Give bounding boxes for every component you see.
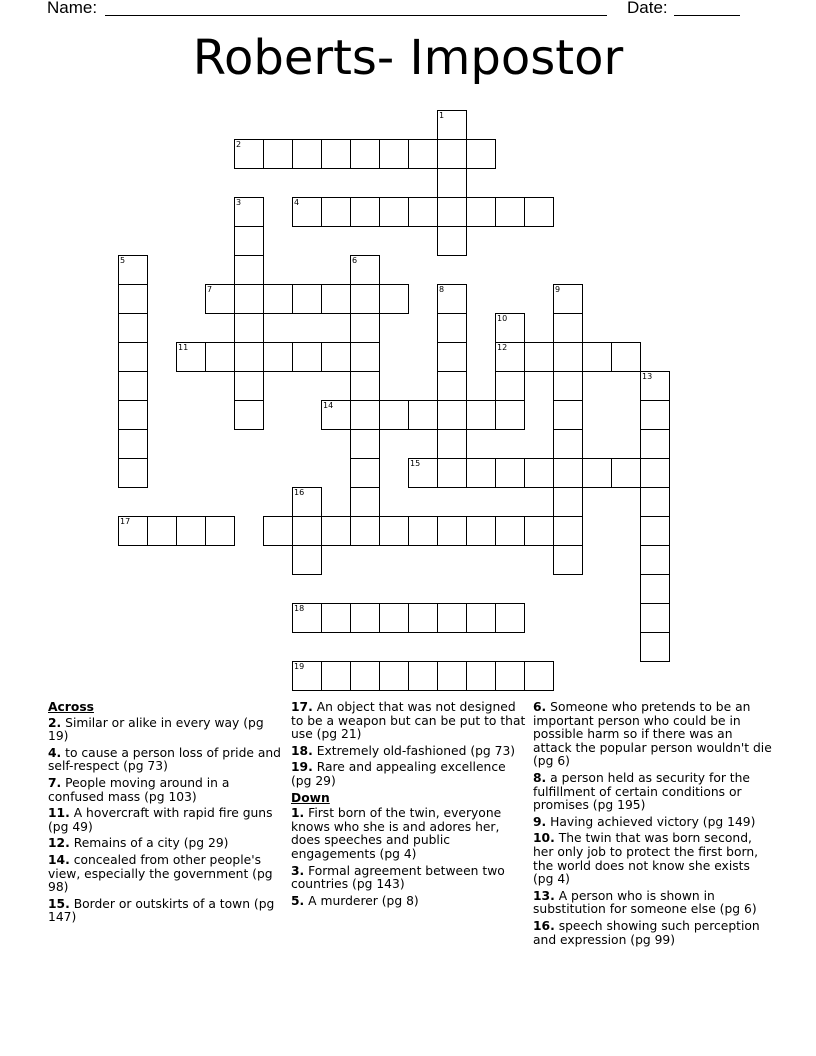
grid-cell[interactable]	[292, 487, 322, 517]
across-heading: Across	[48, 700, 94, 714]
clue-number: 3.	[291, 863, 305, 878]
grid-cell[interactable]	[234, 197, 264, 227]
clue-text: An object that was not designed to be a weapon but can be put to that use (pg 21)	[291, 700, 526, 742]
clue-number: 13.	[533, 888, 555, 903]
clue-number: 11.	[48, 806, 70, 821]
clue-text: The twin that was born second, her only job to protect the first born, the world does not know she exists (pg 4)	[533, 831, 759, 887]
grid-cell[interactable]	[437, 661, 467, 691]
clue-number: 1.	[291, 806, 305, 821]
clue-number-label: 18	[294, 604, 305, 613]
grid-cell[interactable]	[350, 255, 380, 285]
grid-cell[interactable]	[553, 516, 583, 546]
grid-cell[interactable]	[205, 342, 235, 372]
clue-number-label: 14	[323, 401, 334, 410]
grid-cell[interactable]	[466, 139, 496, 169]
grid-cell[interactable]	[118, 429, 148, 459]
grid-cell[interactable]	[350, 400, 380, 430]
grid-cell[interactable]	[350, 342, 380, 372]
down-heading: Down	[291, 790, 330, 805]
clue-number-label: 13	[642, 372, 653, 381]
clue-number: 18.	[291, 743, 313, 758]
clue-number: 4.	[48, 745, 62, 760]
grid-cell[interactable]	[437, 110, 467, 140]
clue-item	[291, 807, 527, 861]
clue-item	[533, 890, 773, 917]
grid-cell[interactable]	[263, 342, 293, 372]
grid-cell[interactable]	[466, 400, 496, 430]
grid-cell[interactable]	[553, 284, 583, 314]
grid-cell[interactable]	[205, 284, 235, 314]
grid-cell[interactable]	[640, 458, 670, 488]
clue-number: 17.	[291, 700, 313, 714]
grid-cell[interactable]	[524, 197, 554, 227]
grid-cell[interactable]	[437, 371, 467, 401]
grid-cell[interactable]	[408, 139, 438, 169]
grid-cell[interactable]	[350, 603, 380, 633]
grid-cell[interactable]	[466, 197, 496, 227]
grid-cell[interactable]	[379, 661, 409, 691]
grid-cell[interactable]	[553, 342, 583, 372]
clue-item	[48, 717, 284, 744]
grid-cell[interactable]	[321, 400, 351, 430]
clue-item	[291, 701, 527, 742]
grid-cell[interactable]	[437, 342, 467, 372]
grid-cell[interactable]	[321, 603, 351, 633]
clue-number: 6.	[533, 700, 547, 714]
grid-cell[interactable]	[640, 371, 670, 401]
grid-cell[interactable]	[176, 342, 206, 372]
grid-cell[interactable]	[582, 458, 612, 488]
grid-cell[interactable]	[408, 400, 438, 430]
grid-cell[interactable]	[147, 516, 177, 546]
grid-cell[interactable]	[350, 458, 380, 488]
clue-text: concealed from other people's view, especially the government (pg 98)	[48, 852, 273, 895]
grid-cell[interactable]	[495, 342, 525, 372]
clues-column-2	[291, 701, 527, 911]
clue-number-label: 15	[410, 459, 421, 468]
clue-number-label: 5	[120, 256, 126, 265]
grid-cell[interactable]	[379, 400, 409, 430]
grid-cell[interactable]	[553, 458, 583, 488]
grid-cell[interactable]	[379, 197, 409, 227]
clue-item	[48, 777, 284, 804]
grid-cell[interactable]	[466, 516, 496, 546]
grid-cell[interactable]	[350, 661, 380, 691]
grid-cell[interactable]	[292, 603, 322, 633]
grid-cell[interactable]	[408, 661, 438, 691]
clue-number-label: 2	[236, 140, 242, 149]
grid-cell[interactable]	[292, 516, 322, 546]
grid-cell[interactable]	[495, 516, 525, 546]
clue-number: 7.	[48, 775, 62, 790]
grid-cell[interactable]	[495, 603, 525, 633]
grid-cell[interactable]	[640, 603, 670, 633]
grid-cell[interactable]	[292, 139, 322, 169]
grid-cell[interactable]	[321, 516, 351, 546]
grid-cell[interactable]	[437, 168, 467, 198]
grid-cell[interactable]	[118, 342, 148, 372]
grid-cell[interactable]	[495, 371, 525, 401]
grid-cell[interactable]	[408, 516, 438, 546]
grid-cell[interactable]	[350, 487, 380, 517]
grid-cell[interactable]	[553, 400, 583, 430]
grid-cell[interactable]	[437, 139, 467, 169]
grid-cell[interactable]	[379, 139, 409, 169]
grid-cell[interactable]	[379, 284, 409, 314]
grid-cell[interactable]	[118, 371, 148, 401]
clue-item	[48, 807, 284, 834]
grid-cell[interactable]	[437, 226, 467, 256]
clue-number: 5.	[291, 893, 305, 908]
grid-cell[interactable]	[321, 284, 351, 314]
clue-number: 2.	[48, 715, 62, 730]
clue-number: 9.	[533, 814, 547, 829]
clue-text: Extremely old-fashioned (pg 73)	[312, 743, 516, 758]
grid-cell[interactable]	[437, 313, 467, 343]
grid-cell[interactable]	[234, 342, 264, 372]
clue-text: a person held as security for the fulfillment of certain conditions or promises (pg 195)	[533, 770, 750, 813]
grid-cell[interactable]	[495, 313, 525, 343]
grid-cell[interactable]	[466, 458, 496, 488]
clue-text: Rare and appealing excellence (pg 29)	[291, 760, 506, 788]
grid-cell[interactable]	[524, 661, 554, 691]
grid-cell[interactable]	[292, 545, 322, 575]
clue-number: 12.	[48, 836, 70, 851]
grid-cell[interactable]	[553, 487, 583, 517]
grid-cell[interactable]	[437, 284, 467, 314]
clue-item	[48, 854, 284, 895]
grid-cell[interactable]	[321, 139, 351, 169]
grid-cell[interactable]	[263, 516, 293, 546]
grid-cell[interactable]	[640, 574, 670, 604]
clue-text: First born of the twin, everyone knows who she is and adores her, does speeches and public engagements (pg 4)	[291, 806, 502, 861]
clue-number-label: 19	[294, 662, 305, 671]
grid-cell[interactable]	[234, 371, 264, 401]
grid-cell[interactable]	[408, 458, 438, 488]
grid-cell[interactable]	[437, 400, 467, 430]
grid-cell[interactable]	[408, 197, 438, 227]
clue-number-label: 3	[236, 198, 242, 207]
grid-cell[interactable]	[466, 661, 496, 691]
grid-cell[interactable]	[118, 255, 148, 285]
grid-cell[interactable]	[640, 632, 670, 662]
grid-cell[interactable]	[350, 197, 380, 227]
grid-cell[interactable]	[524, 342, 554, 372]
grid-cell[interactable]	[379, 603, 409, 633]
clue-item	[291, 745, 527, 759]
grid-cell[interactable]	[611, 342, 641, 372]
grid-cell[interactable]	[350, 371, 380, 401]
clue-item	[533, 816, 773, 830]
grid-cell[interactable]	[234, 284, 264, 314]
clue-item	[48, 898, 284, 925]
grid-cell[interactable]	[437, 197, 467, 227]
grid-cell[interactable]	[118, 516, 148, 546]
clues-column-3	[533, 701, 773, 950]
grid-cell[interactable]	[263, 284, 293, 314]
grid-cell[interactable]	[292, 284, 322, 314]
grid-cell[interactable]	[205, 516, 235, 546]
clue-number-label: 12	[497, 343, 508, 352]
grid-cell[interactable]	[466, 603, 496, 633]
clue-item	[533, 920, 773, 947]
grid-cell[interactable]	[611, 458, 641, 488]
grid-cell[interactable]	[118, 284, 148, 314]
clue-number-label: 4	[294, 198, 300, 207]
clue-text: Someone who pretends to be an important person who could be in possible harm so if there was an attack the popular person wouldn't die (pg 6)	[533, 700, 772, 769]
clue-item	[48, 837, 284, 851]
grid-cell[interactable]	[350, 429, 380, 459]
grid-cell[interactable]	[553, 371, 583, 401]
grid-cell[interactable]	[118, 313, 148, 343]
clue-text: Formal agreement between two countries (pg 143)	[291, 863, 505, 892]
clue-number: 8.	[533, 770, 547, 785]
grid-cell[interactable]	[437, 516, 467, 546]
grid-cell[interactable]	[582, 342, 612, 372]
grid-cell[interactable]	[234, 139, 264, 169]
grid-cell[interactable]	[495, 661, 525, 691]
grid-cell[interactable]	[350, 139, 380, 169]
clue-text: Having achieved victory (pg 149)	[546, 814, 756, 829]
grid-cell[interactable]	[118, 400, 148, 430]
grid-cell[interactable]	[495, 458, 525, 488]
clue-number-label: 10	[497, 314, 508, 323]
clue-number: 10.	[533, 831, 555, 846]
clue-text: A person who is shown in substitution for someone else (pg 6)	[533, 888, 757, 917]
grid-cell[interactable]	[437, 458, 467, 488]
clue-number: 15.	[48, 896, 70, 911]
grid-cell[interactable]	[263, 139, 293, 169]
grid-cell[interactable]	[524, 458, 554, 488]
clues-column-1	[48, 701, 284, 928]
clue-text: Similar or alike in every way (pg 19)	[48, 715, 264, 744]
grid-cell[interactable]	[234, 226, 264, 256]
name-label: Name:	[47, 0, 98, 17]
grid-cell[interactable]	[640, 545, 670, 575]
clue-number: 14.	[48, 852, 70, 867]
clue-item	[533, 832, 773, 886]
grid-cell[interactable]	[234, 400, 264, 430]
grid-cell[interactable]	[321, 197, 351, 227]
grid-cell[interactable]	[408, 603, 438, 633]
grid-cell[interactable]	[524, 516, 554, 546]
clue-number-label: 16	[294, 488, 305, 497]
clue-text: A hovercraft with rapid fire guns (pg 49)	[48, 806, 273, 834]
clue-number-label: 6	[352, 256, 358, 265]
clue-number-label: 11	[178, 343, 189, 352]
grid-cell[interactable]	[321, 342, 351, 372]
clue-number-label: 7	[207, 285, 213, 294]
clue-text: A murderer (pg 8)	[304, 893, 419, 908]
clue-number-label: 17	[120, 517, 131, 526]
clue-number: 19.	[291, 760, 313, 775]
grid-cell[interactable]	[234, 255, 264, 285]
clue-number-label: 8	[439, 285, 445, 294]
grid-cell[interactable]	[640, 400, 670, 430]
grid-cell[interactable]	[292, 661, 322, 691]
clue-item	[291, 895, 527, 909]
clue-item	[48, 747, 284, 774]
clue-text: People moving around in a confused mass (pg 103)	[48, 775, 230, 804]
grid-cell[interactable]	[553, 313, 583, 343]
grid-cell[interactable]	[321, 661, 351, 691]
clue-text: to cause a person loss of pride and self-respect (pg 73)	[48, 745, 281, 774]
clue-item	[533, 772, 773, 813]
grid-cell[interactable]	[292, 342, 322, 372]
clue-item	[291, 865, 527, 892]
clue-number-label: 9	[555, 285, 561, 294]
grid-cell[interactable]	[350, 516, 380, 546]
clue-text: Border or outskirts of a town (pg 147)	[48, 896, 275, 925]
grid-cell[interactable]	[176, 516, 206, 546]
clue-text: Remains of a city (pg 29)	[69, 836, 229, 851]
grid-cell[interactable]	[437, 429, 467, 459]
grid-cell[interactable]	[495, 400, 525, 430]
grid-cell[interactable]	[640, 429, 670, 459]
grid-cell[interactable]	[640, 516, 670, 546]
grid-cell[interactable]	[292, 197, 322, 227]
clue-item	[291, 761, 527, 788]
puzzle-title: Roberts- Impostor	[192, 30, 624, 86]
clue-number-label: 1	[439, 111, 445, 120]
grid-cell[interactable]	[640, 487, 670, 517]
clue-text: speech showing such perception and expression (pg 99)	[533, 918, 760, 947]
grid-cell[interactable]	[553, 429, 583, 459]
grid-cell[interactable]	[350, 313, 380, 343]
grid-cell[interactable]	[553, 545, 583, 575]
grid-cell[interactable]	[437, 603, 467, 633]
clue-item	[533, 701, 773, 769]
date-label: Date:	[627, 0, 668, 17]
clue-number: 16.	[533, 918, 555, 933]
grid-cell[interactable]	[234, 313, 264, 343]
grid-cell[interactable]	[379, 516, 409, 546]
grid-cell[interactable]	[118, 458, 148, 488]
grid-cell[interactable]	[350, 284, 380, 314]
grid-cell[interactable]	[495, 197, 525, 227]
